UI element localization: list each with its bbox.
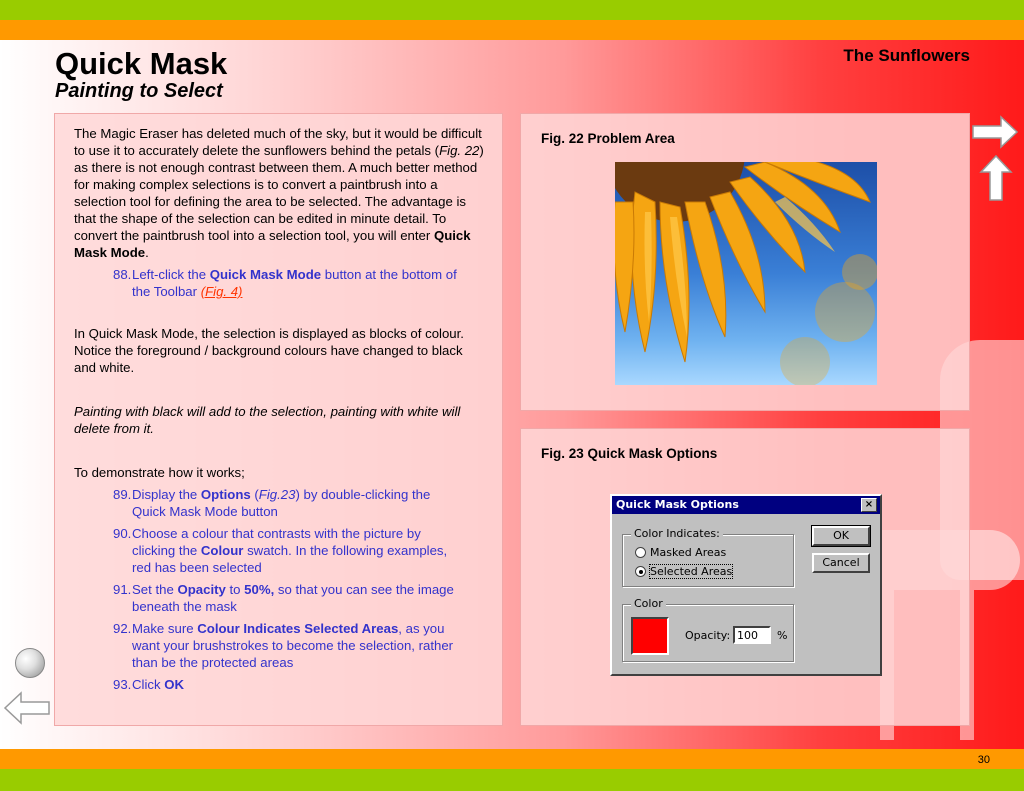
selected-areas-label: Selected Areas <box>650 565 733 578</box>
masked-areas-label: Masked Areas <box>650 546 727 559</box>
step-90: 90. Choose a colour that contrasts with the picture by clicking the Colour swatch. In the following examples, red has been selected <box>113 526 448 575</box>
sunflower-illustration <box>615 162 877 385</box>
step-92: 92. Make sure Colour Indicates Selected Areas, as you want your brushstrokes to become the selection, rather than be the protected areas <box>113 621 454 670</box>
top-green-band <box>0 0 1024 20</box>
bottom-green-band <box>0 769 1024 791</box>
color-group <box>622 597 794 662</box>
quick-mask-options-dialog <box>610 494 882 676</box>
figure-23-panel <box>520 428 970 726</box>
figure-22-panel <box>520 113 970 411</box>
page-subtitle: Painting to Select <box>55 80 223 102</box>
step-93: 93. Click OK <box>113 677 185 692</box>
next-arrow-icon[interactable] <box>971 115 1019 149</box>
page-title: Quick Mask <box>55 46 228 81</box>
cancel-button[interactable]: Cancel <box>812 553 870 573</box>
masked-areas-option[interactable] <box>635 546 726 559</box>
sunflower-photo <box>615 162 877 385</box>
opacity-label: Opacity: <box>685 629 731 642</box>
dialog-title: Quick Mask Options <box>616 498 739 511</box>
percent-label: % <box>777 629 788 642</box>
top-orange-band <box>0 20 1024 40</box>
step-89: 89. Display the Options (Fig.23) by double-clicking the Quick Mask Mode button <box>113 487 431 519</box>
quick-mask-paragraph: In Quick Mask Mode, the selection is displayed as blocks of colour. Notice the foreground / background colours have changed to black and white. <box>74 326 464 375</box>
close-icon[interactable]: × <box>861 498 877 512</box>
previous-arrow-icon[interactable] <box>3 691 51 725</box>
ok-button[interactable]: OK <box>812 526 870 546</box>
color-indicates-label: Color Indicates: <box>631 527 723 540</box>
color-swatch[interactable] <box>631 617 669 655</box>
color-indicates-group <box>622 527 794 587</box>
up-arrow-icon[interactable] <box>979 154 1013 202</box>
intro-paragraph: The Magic Eraser has deleted much of the sky, but it would be difficult to use it to accurately delete the sunflowers behind the petals (Fig. 22) as there is not enough contrast between them. A much better method for making complex selections is to convert a paintbrush into a selection tool for defining the area to be selected. The advantage is that the shape of the selection can be edited in minute detail. To convert the paintbrush tool into a selection tool, you will enter Quick Mask Mode. <box>74 126 484 260</box>
brand-name: The Sunflowers <box>843 46 970 65</box>
opacity-input[interactable]: 100 <box>733 626 771 644</box>
selected-areas-option[interactable] <box>635 565 732 578</box>
dialog-title-bar <box>612 496 880 514</box>
bottom-orange-band <box>0 749 1024 769</box>
page-number: 30 <box>977 754 990 766</box>
fig4-link[interactable]: (Fig. 4) <box>200 284 243 299</box>
step-91: 91. Set the Opacity to 50%, so that you can see the image beneath the mask <box>113 582 454 614</box>
demonstrate-paragraph: To demonstrate how it works; <box>74 465 245 480</box>
text-panel <box>54 113 503 726</box>
painting-paragraph: Painting with black will add to the selection, painting with white will delete from it. <box>74 404 461 436</box>
home-ball-icon[interactable] <box>15 648 45 678</box>
selected-areas-radio[interactable] <box>635 566 646 577</box>
step-88: 88. Left-click the Quick Mask Mode button at the bottom of the Toolbar (Fig. 4) <box>113 267 457 299</box>
color-group-label: Color <box>631 597 666 610</box>
figure-22-caption: Fig. 22 Problem Area <box>541 131 675 146</box>
figure-23-caption: Fig. 23 Quick Mask Options <box>541 446 718 461</box>
masked-areas-radio[interactable] <box>635 547 646 558</box>
